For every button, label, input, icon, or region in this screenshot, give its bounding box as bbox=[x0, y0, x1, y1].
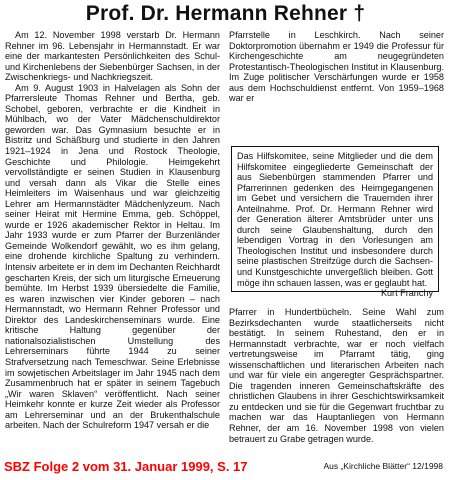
article-paragraph: Pfarrer in Hundertbücheln. Seine Wahl zum Bezirksdechanten wurde staatlicherseits nicht bestätigt. In seinem Ruhestand, den er in Hermannstadt verbrachte, war er noch vielfach vertretungsweise im Pfarramt tätig, ging wissenschaftlichen und literarischen Arbeiten nach und war für viele ein angeregter Gesprächspartner. Die tragenden inneren Gemeinschaftskräfte des christlichen Glaubens in ihrer Geschichtswirksamkeit zu entdecken und sie für die Gegenwart fruchtbar zu machen war das Hauptanliegen von Hermann Rehner, der am 16. November 1998 von vielen betrauert zu Grabe getragen wurde. bbox=[229, 307, 444, 444]
memorial-notice-text: Das Hilfskomitee, seine Mitglieder und die dem Hilfskomitee eingegliederte Gemeinschaft der aus Siebenbürgen stammenden Pfarrer und Pfarrerinnen gedenken des Heimgegangenen im Gebet und versichern die Trauernden ihrer Anteilnahme. Prof. Dr. Hermann Rehner wird der Generation älterer Amtsbrüder unter uns durch seine Glaubenshaltung, durch den lebendigen Vortrag in den Vorlesungen am Theologischen Institut und insbesondere durch seine plastischen Streifzüge durch die Sachsen- und Kunstgeschichte unvergeßlich bleiben. Gott möge ihn schauen lassen, was er geglaubt hat. bbox=[237, 151, 433, 288]
memorial-notice-box bbox=[231, 146, 439, 299]
article-left-column bbox=[5, 30, 220, 458]
memorial-notice-signature: Kurt Franchy bbox=[380, 288, 433, 299]
article-paragraph: Am 9. August 1903 in Halvelagen als Sohn der Pfarrersleute Thomas Rehner und Bertha, geb. Schobel, geboren, verbrachte er die Kindheit in Mühlbach, wo der Vater Mädchenschuldirektor geworden war. Das Gymnasium besuchte er in Bistritz und Schäßburg und studierte in den Jahren 1921–1924 in Jena und Rostock Theologie, Geschichte und Philologie. Heimgekehrt vervollständigte er seinen Studien in Klausenburg und versah dann als Vikar die Stelle eines Heimleiters im Waisenhaus und war gleichzeitig Lehrer am Hermannstädter Mädchenlyzeum. Nach seiner Heirat mit Hermine Emma, geb. Schöppel, wurde er 1926 akademischer Rektor in Heltau. Im Jahr 1933 wurde er zum Pfarrer der Burzenländer Gemeinde Wolkendorf gewählt, wo es ihm gelang, eine drohende kirchliche Spaltung zu verhindern. Intensiv arbeitete er in dem im Dechanten Reichhardt gescharten Kreis, der sich um liturgische Erneuerung bemühte. Im Herbst 1939 übersiedelte die Familie, es waren inzwischen vier Kinder geboren – nach Hermannstadt, wo Hermann Rehner Professor und Direktor des Landeskirchenseminars wurde. Eine kritische Haltung gegenüber der nationalsozialistischen Umstellung des Lehrerseminars führte 1944 zu seiner Strafversetzung nach Temeschwar. Seine Erlebnisse im sowjetischen Arbeitslager im Jahr 1945 nach dem Zusammenbruch hat er später in seinem Tagebuch „Wir waren Sklaven“ veröffentlicht. Nach seiner Heimkehr konnte er kurze Zeit wieder als Professor am Lehrerseminar und an der Brukenthalschule arbeiten. Nach der Schulreform 1947 versah er die bbox=[5, 82, 220, 431]
source-citation: Aus „Kirchliche Blätter“ 12/1998 bbox=[323, 461, 443, 471]
article-right-column-bottom bbox=[229, 307, 444, 457]
article-right-column-top bbox=[229, 30, 444, 140]
article-paragraph: Pfarrstelle in Leschkirch. Nach seiner Doktorpromotion übernahm er 1949 die Professur für Kirchengeschichte am neugegründeten Protestantisch-Theologischen Institut in Klausenburg. Im Zuge politischer Verschärfungen wurde er 1958 aus dem Hochschuldienst entfernt. Von 1959–1968 war er bbox=[229, 30, 444, 104]
publication-footer: SBZ Folge 2 vom 31. Januar 1999, S. 17 bbox=[4, 459, 248, 474]
article-paragraph: Am 12. November 1998 verstarb Dr. Hermann Rehner im 96. Lebensjahr in Hermannstadt. Er war eine der markantesten Persönlichkeiten des Schul- und Kirchenlebens der Siebenbürger Sachsen, in der Zwischenkriegs- und Nachkriegszeit. bbox=[5, 30, 220, 83]
page-title: Prof. Dr. Hermann Rehner † bbox=[85, 2, 366, 25]
